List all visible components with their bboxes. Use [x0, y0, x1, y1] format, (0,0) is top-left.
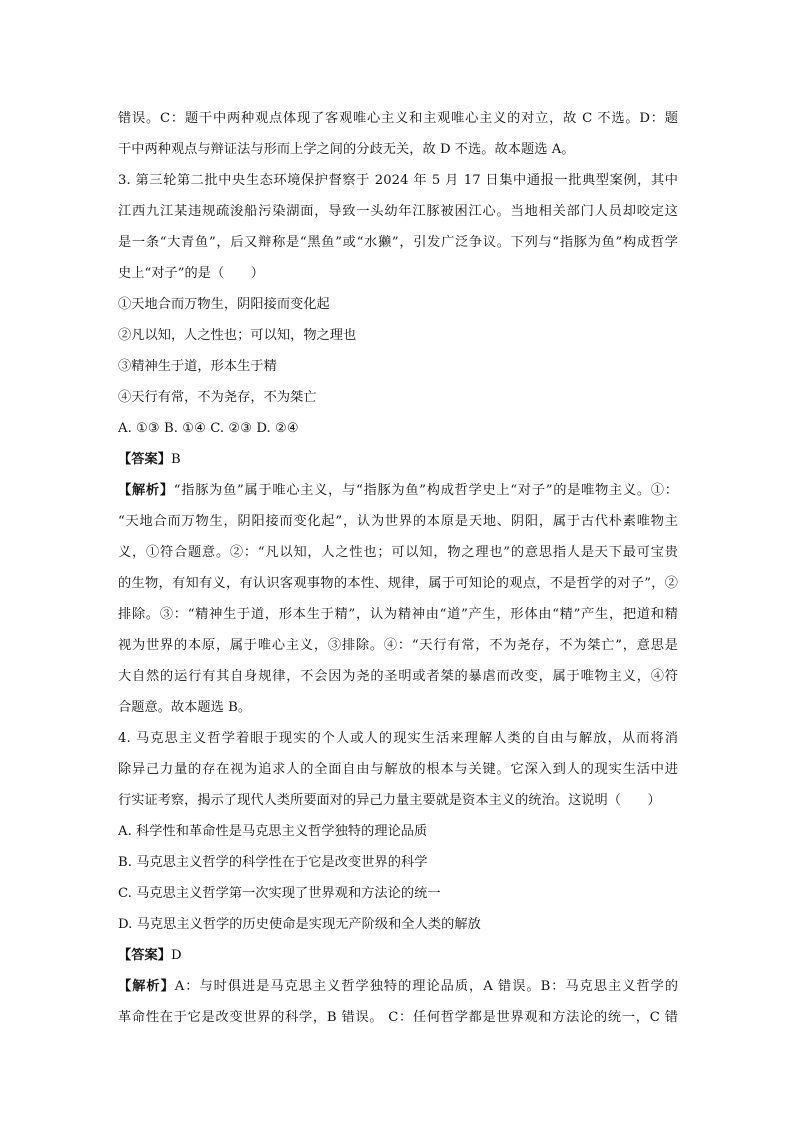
analysis-text: “指豚为鱼”属于唯心主义，与“指豚为鱼”构成哲学史上“对子”的是唯物主义。①：: [173, 483, 678, 498]
answer-option: C. 马克思主义哲学第一次实现了世界观和方法论的统一: [118, 886, 441, 901]
statement-item: ②凡以知，人之性也；可以知，物之理也: [118, 328, 357, 343]
answer-label: 【答案】: [118, 452, 171, 467]
question-stem-line: 除异己力量的存在视为追求人的全面自由与解放的根本与关键。它深入到人的现实生活中进: [118, 762, 678, 777]
previous-analysis-continuation: [118, 103, 678, 165]
answer-options: A. ①③ B. ①④ C. ②③ D. ②④: [118, 421, 299, 436]
analysis-text: A：与时俱进是马克思主义哲学独特的理论品质，A 错误。B：马克思主义哲学的: [174, 979, 678, 994]
answer-option: D. 马克思主义哲学的历史使命是实现无产阶级和全人类的解放: [118, 917, 481, 932]
analysis-line: [118, 971, 678, 1002]
answer-line: [118, 940, 678, 971]
question-4: [118, 723, 678, 1033]
answer-option: B. 马克思主义哲学的科学性在于它是改变世界的科学: [118, 855, 428, 870]
analysis-line: 大自然的运行有其自身规律，不会因为尧的圣明或者桀的暴虐而改变，属于唯物主义，④符: [118, 669, 678, 684]
question-stem-line: 史上“对子”的是（ ）: [118, 266, 264, 281]
question-stem-line: 4. 马克思主义哲学着眼于现实的个人或人的现实生活来理解人类的自由与解放，从而将消: [118, 731, 678, 746]
question-3: [118, 165, 678, 723]
text-line: 错误。C：题干中两种观点体现了客观唯心主义和主观唯心主义的对立，故 C 不选。D：题: [118, 111, 678, 126]
analysis-line: [118, 475, 678, 506]
analysis-label: 【解析】: [118, 483, 174, 498]
text-line: 干中两种观点与辩证法与形而上学之间的分歧无关，故 D 不选。故本题选 A。: [118, 142, 575, 157]
analysis-line: 的生物，有知有义，有认识客观事物的本性、规律，属于可知论的观点，不是哲学的对子”，②: [118, 576, 678, 591]
question-stem-line: 3. 第三轮第二批中央生态环境保护督察于 2024 年 5 月 17 日集中通报一批典型案例，其中: [118, 173, 678, 188]
answer-line: [118, 444, 678, 475]
question-stem-line: 是一条“大青鱼”，后又辩称是“黑鱼”或“水獭”，引发广泛争议。下列与“指豚为鱼”构成哲学: [118, 235, 678, 250]
analysis-label: 【解析】: [118, 979, 175, 994]
analysis-line: 合题意。故本题选 B。: [118, 700, 252, 715]
statement-item: ①天地合而万物生，阴阳接而变化起: [118, 297, 330, 312]
question-stem-line: 行实证考察，揭示了现代人类所要面对的异己力量主要就是资本主义的统治。这说明（ ）: [118, 793, 661, 808]
question-stem-line: 江西九江某违规疏浚船污染湖面，导致一头幼年江豚被困江心。当地相关部门人员却咬定这: [118, 204, 678, 219]
analysis-line: 革命性在于它是改变世界的科学，B 错误。 C：任何哲学都是世界观和方法论的统一，C 错: [118, 1010, 678, 1025]
analysis-line: 排除。③：“精神生于道，形本生于精”，认为精神由“道”产生，形体由“精”产生，把道和精: [118, 607, 678, 622]
answer-label: 【答案】: [118, 948, 171, 963]
answer-value: B: [170, 452, 181, 467]
statement-item: ④天行有常，不为尧存，不为桀亡: [118, 390, 317, 405]
analysis-line: 视为世界的本原，属于唯心主义，③排除。④：“天行有常，不为尧存，不为桀亡”，意思是: [118, 638, 678, 653]
answer-value: D: [170, 948, 182, 963]
analysis-line: “天地合而万物生，阴阳接而变化起”，认为世界的本原是天地、阴阳，属于古代朴素唯物主: [118, 514, 678, 529]
statement-item: ③精神生于道，形本生于精: [118, 359, 277, 374]
document-page: [118, 103, 678, 1033]
answer-option: A. 科学性和革命性是马克思主义哲学独特的理论品质: [118, 824, 428, 839]
analysis-line: 义，①符合题意。②：“凡以知，人之性也；可以知，物之理也”的意思指人是天下最可宝贵: [118, 545, 678, 560]
